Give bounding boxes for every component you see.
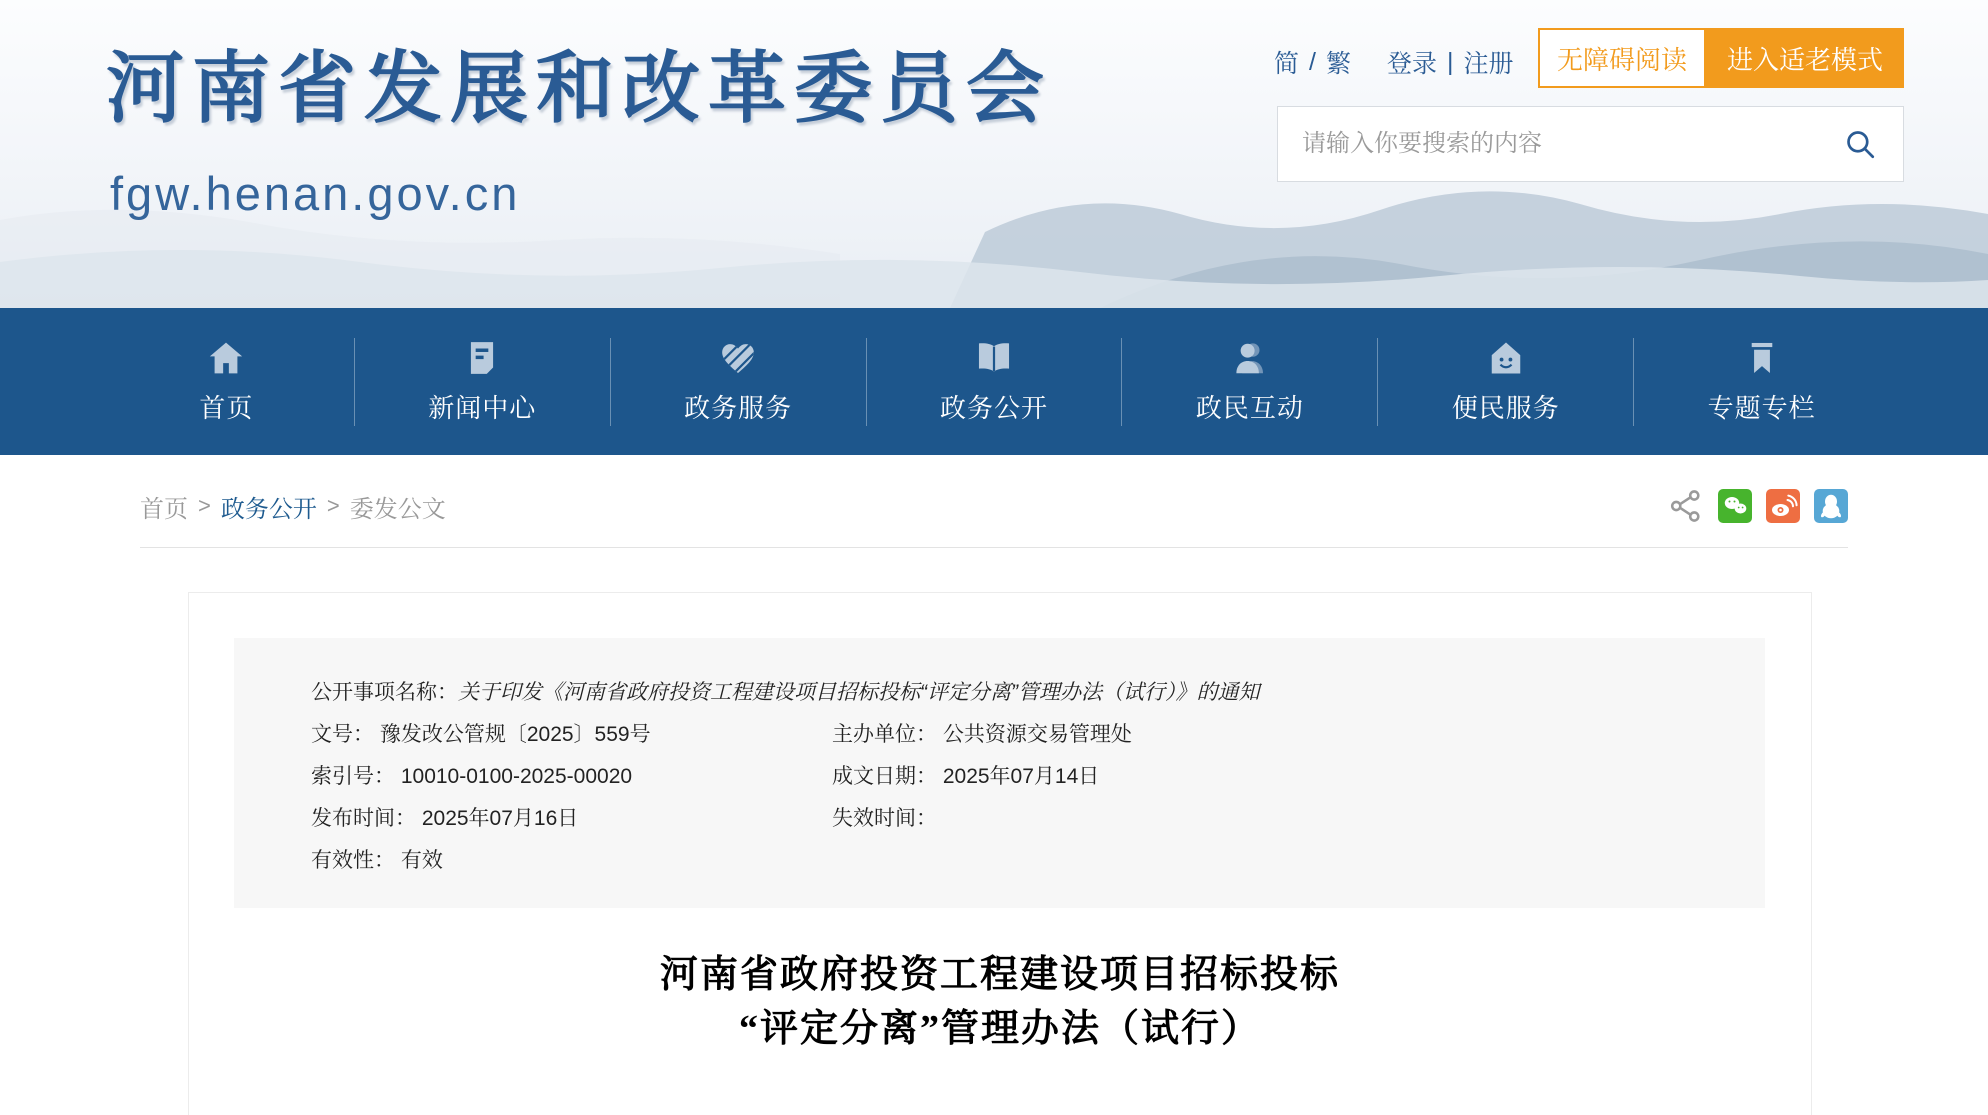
info-row-publish — [311, 798, 1745, 840]
accessibility-reading-button[interactable]: 无障碍阅读 — [1538, 28, 1706, 88]
qq-icon[interactable] — [1814, 489, 1848, 523]
nav-label: 首页 — [199, 392, 254, 423]
main-nav — [0, 308, 1988, 455]
nav-label: 政民互动 — [1195, 392, 1304, 423]
top-links — [1274, 44, 1514, 80]
nav-label: 便民服务 — [1451, 392, 1560, 423]
info-row-validity — [311, 840, 1745, 882]
heart-hands-icon — [718, 339, 758, 377]
info-written-date-value: 2025年07月14日 — [942, 765, 1100, 788]
info-number-value: 豫发改公管规〔2025〕559号 — [379, 723, 651, 746]
info-written-date-label: 成文日期： — [832, 765, 937, 788]
info-name-value: 关于印发《河南省政府投资工程建设项目招标投标“评定分离”管理办法（试行）》的通知 — [458, 681, 1260, 704]
nav-item-convenience[interactable] — [1378, 339, 1633, 425]
info-row-name — [311, 672, 1745, 714]
site-logo-url: fgw.henan.gov.cn — [110, 167, 521, 220]
news-icon — [462, 339, 502, 377]
login-link[interactable]: 登录 — [1386, 50, 1437, 78]
search-box — [1277, 106, 1904, 182]
info-index-label: 索引号： — [311, 765, 395, 788]
article-title-line2: “评定分离”管理办法（试行） — [738, 1008, 1261, 1050]
weibo-icon[interactable] — [1766, 489, 1800, 523]
breadcrumb-row — [140, 455, 1848, 548]
info-number-label: 文号： — [311, 723, 374, 746]
info-host-value: 公共资源交易管理处 — [942, 723, 1132, 746]
lang-traditional-link[interactable]: 繁 — [1325, 50, 1351, 78]
info-expire-label: 失效时间： — [832, 807, 937, 830]
info-validity-label: 有效性： — [311, 849, 395, 872]
open-book-icon — [974, 339, 1014, 377]
info-publish-label: 发布时间： — [311, 807, 416, 830]
nav-item-topics[interactable] — [1634, 339, 1889, 425]
share-icon[interactable] — [1668, 488, 1704, 524]
lang-divider: / — [1309, 47, 1316, 76]
article-title-line1: 河南省政府投资工程建设项目招标投标 — [659, 954, 1340, 996]
nav-label: 政务服务 — [684, 392, 793, 423]
search-input[interactable] — [1278, 130, 1843, 158]
nav-item-disclosure[interactable] — [867, 339, 1122, 425]
share-tools — [1668, 488, 1848, 524]
nav-label: 专题专栏 — [1707, 392, 1816, 423]
nav-label: 新闻中心 — [428, 392, 537, 423]
lang-simplified-link[interactable]: 简 — [1274, 50, 1300, 78]
breadcrumb-separator: > — [198, 493, 211, 518]
auth-divider: | — [1447, 47, 1454, 76]
info-validity-value: 有效 — [400, 849, 443, 872]
breadcrumb — [140, 489, 446, 524]
bookmark-icon — [1742, 339, 1782, 377]
home-icon — [206, 339, 246, 377]
info-host-label: 主办单位： — [832, 723, 937, 746]
nav-label: 政务公开 — [940, 392, 1049, 423]
person-icon — [1230, 339, 1270, 377]
smiling-house-icon — [1486, 339, 1526, 377]
breadcrumb-separator: > — [326, 493, 340, 518]
info-row-index — [311, 756, 1745, 798]
nav-item-interaction[interactable] — [1122, 339, 1377, 425]
register-link[interactable]: 注册 — [1463, 50, 1514, 78]
elder-mode-button[interactable]: 进入适老模式 — [1706, 28, 1904, 88]
site-logo-title[interactable]: 河南省发展和改革委员会 — [106, 44, 1053, 132]
breadcrumb-home-link[interactable]: 首页 — [140, 495, 188, 523]
document-card — [188, 592, 1812, 1115]
info-index-value: 10010-0100-2025-00020 — [400, 765, 633, 788]
wechat-icon[interactable] — [1718, 489, 1752, 523]
nav-item-news[interactable] — [355, 339, 610, 425]
breadcrumb-current: 委发公文 — [349, 495, 446, 523]
info-name-label: 公开事项名称： — [311, 681, 458, 704]
breadcrumb-disclosure-link[interactable]: 政务公开 — [220, 495, 317, 523]
article-title — [189, 948, 1811, 1056]
site-header — [0, 0, 1988, 308]
document-info-box — [234, 638, 1765, 908]
search-icon[interactable] — [1843, 127, 1877, 161]
nav-item-services[interactable] — [611, 339, 866, 425]
info-row-number — [311, 714, 1745, 756]
info-publish-value: 2025年07月16日 — [421, 807, 579, 830]
nav-item-home[interactable] — [99, 339, 354, 425]
